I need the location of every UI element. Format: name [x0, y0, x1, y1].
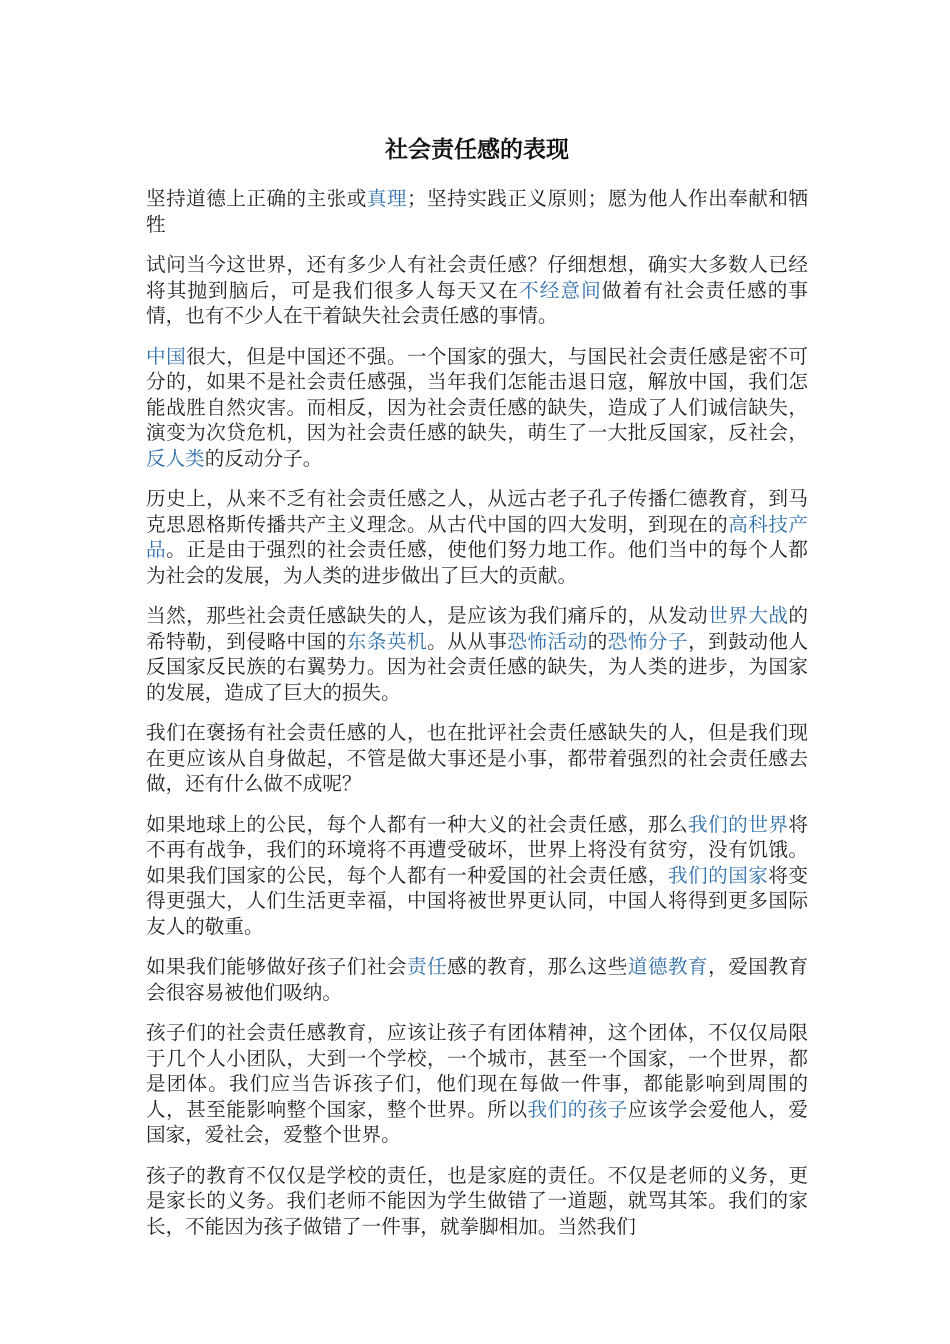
paragraph-text: 孩子的教育不仅仅是学校的责任，也是家庭的责任。不仅是老师的义务，更是家长的义务。我们老师不能因为学生做错了一道题，就骂其笨。我们的家长，不能因为孩子做错了一件事，就拳脚相加。当然我们 — [146, 1163, 808, 1238]
hyperlink[interactable]: 东条英机 — [346, 629, 428, 653]
paragraph-2 — [146, 252, 808, 329]
hyperlink[interactable]: 世界大战 — [708, 604, 789, 627]
hyperlink[interactable]: 反人类 — [146, 446, 205, 470]
paragraph-text: 。正是由于强烈的社会责任感，使他们努力地工作。他们当中的每个人都为社会的发展，为人类的进步做出了巨大的贡献。 — [146, 538, 809, 587]
paragraph-text: ；坚持实践正义原则；愿为他人作出奉献和牺牲 — [146, 187, 809, 236]
paragraph-text: 将不再有战争，我们的环境将不再遭受破坏，世界上将没有贫穷，没有饥饿。如果我们国家的公民，每个人都有一种爱国的社会责任感， — [146, 812, 809, 887]
paragraph-text: 历史上，从来不乏有社会责任感之人，从远古老子孔子传播仁德教育，到马克思恩格斯传播共产主义理念。从古代中国的四大发明，到现在的 — [146, 487, 808, 536]
paragraph-text: ，到鼓动他人反国家反民族的右翼势力。因为社会责任感的缺失，为人类的进步，为国家的发展，造成了巨大的损失。 — [146, 629, 809, 704]
paragraph-text: 应该学会爱他人，爱国家，爱社会，爱整个世界。 — [146, 1097, 809, 1146]
hyperlink[interactable]: 道德教育 — [627, 955, 709, 978]
paragraph-text: 的 — [587, 629, 608, 653]
paragraph-text: 如果我们能够做好孩子们社会 — [146, 955, 407, 978]
paragraph-text: 试问当今这世界，还有多少人有社会责任感？仔细想想，确实大多数人已经将其抛到脑后，可是我们很多人每天又在 — [146, 253, 808, 302]
document-body — [146, 186, 808, 1239]
paragraph-text: 如果地球上的公民，每个人都有一种大义的社会责任感，那么 — [146, 812, 689, 836]
hyperlink[interactable]: 我们的世界 — [688, 812, 789, 836]
hyperlink[interactable]: 恐怖分子 — [607, 629, 689, 653]
paragraph-text: 当然，那些社会责任感缺失的人，是应该为我们痛斥的，从发动 — [146, 604, 709, 627]
paragraph-text: 将变得更强大，人们生活更幸福，中国将被世界更认同，中国人将得到更多国际友人的敬重。 — [146, 863, 809, 938]
paragraph-text: 我们在褒扬有社会责任感的人，也在批评社会责任感缺失的人，但是我们现在更应该从自身做起，不管是做大事还是小事，都带着强烈的社会责任感去做，还有什么做不成呢？ — [146, 721, 808, 795]
paragraph-text: 坚持道德上正确的主张或 — [146, 187, 367, 210]
hyperlink[interactable]: 真理 — [366, 187, 407, 210]
document-title: 社会责任感的表现 — [385, 136, 569, 163]
paragraph-text: 做着有社会责任感的事情，也有不少人在干着缺失社会责任感的事情。 — [146, 278, 809, 327]
hyperlink[interactable]: 高科技产品 — [146, 512, 809, 561]
paragraph-text: ，爱国教育会很容易被他们吸纳。 — [146, 955, 809, 1004]
hyperlink[interactable]: 中国 — [146, 344, 187, 368]
paragraph-text: 孩子们的社会责任感教育，应该让孩子有团体精神，这个团体，不仅仅局限于几个人小团队，大到一个学校，一个城市，甚至一个国家，一个世界，都是团体。我们应当告诉孩子们，他们现在每做一件事，都能影响到周围的人，甚至能影响整个国家，整个世界。所以 — [146, 1021, 808, 1121]
hyperlink[interactable]: 恐怖活动 — [507, 629, 588, 653]
paragraph-10 — [146, 1163, 808, 1240]
paragraph-text: 的反动分子。 — [204, 446, 323, 470]
paragraph-text: 感的教育，那么这些 — [447, 955, 628, 978]
paragraph-6 — [146, 720, 808, 797]
document-page — [146, 132, 808, 1254]
paragraph-7 — [146, 812, 808, 940]
paragraph-text: 。从从事 — [427, 629, 508, 653]
paragraph-1 — [146, 186, 808, 237]
paragraph-9 — [146, 1020, 808, 1148]
hyperlink[interactable]: 我们的国家 — [667, 863, 769, 887]
paragraph-8 — [146, 954, 808, 1005]
paragraph-5 — [146, 603, 808, 705]
paragraph-text: 的希特勒，到侵略中国的 — [146, 604, 809, 653]
hyperlink[interactable]: 不经意间 — [519, 278, 602, 302]
paragraph-4 — [146, 486, 808, 588]
paragraph-text: 很大，但是中国还不强。一个国家的强大，与国民社会责任感是密不可分的，如果不是社会责任感强，当年我们怎能击退日寇，解放中国，我们怎能战胜自然灾害。而相反，因为社会责任感的缺失，造成了人们诚信缺失，演变为次贷危机，因为社会责任感的缺失，萌生了一大批反国家，反社会， — [146, 344, 809, 444]
hyperlink[interactable]: 我们的孩子 — [527, 1097, 628, 1121]
hyperlink[interactable]: 责任 — [406, 955, 448, 978]
paragraph-3 — [146, 344, 808, 472]
